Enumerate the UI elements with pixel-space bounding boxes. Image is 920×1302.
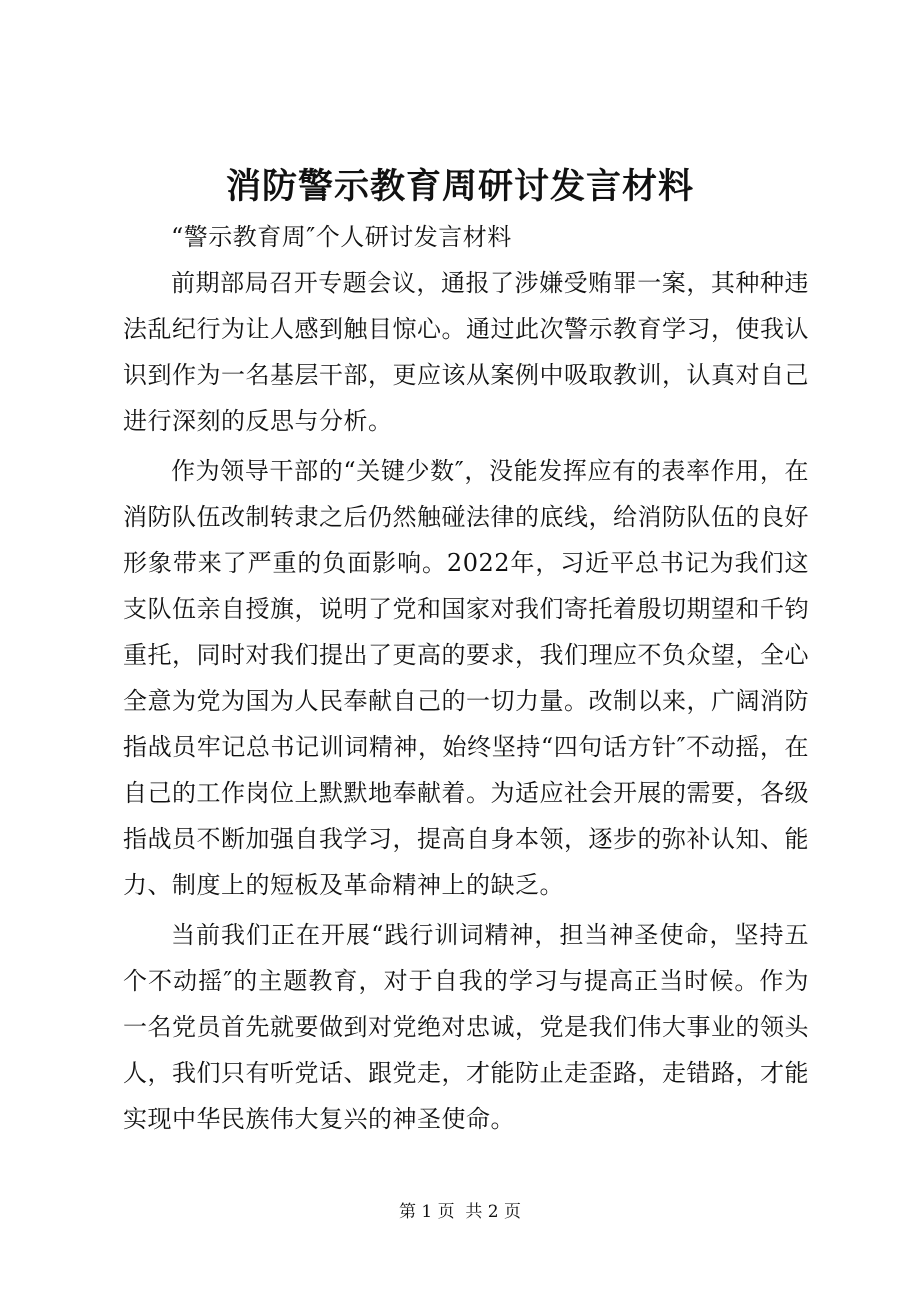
document-subtitle: “警示教育周″个人研讨发言材料 — [171, 223, 512, 251]
document-body — [123, 214, 809, 1142]
page-footer — [0, 1200, 920, 1224]
paragraph-2: 作为领导干部的“关键少数″，没能发挥应有的表率作用，在消防队伍改制转隶之后仍然触碰法律的底线，给消防队伍的良好形象带来了严重的负面影响。2022年，习近平总书记为我们这支队伍亲自授旗，说明了党和国家对我们寄托着殷切期望和千钧重托，同时对我们提出了更高的要求，我们理应不负众望，全心全意为党为国为人民奉献自己的一切力量。改制以来，广阔消防指战员牢记总书记训词精神，始终坚持“四句话方针″不动摇，在自己的工作岗位上默默地奉献着。为适应社会开展的需要，各级指战员不断加强自我学习，提高自身本领，逐步的弥补认知、能力、制度上的短板及革命精神上的缺乏。 — [123, 457, 809, 899]
document-title: 消防警示教育周研讨发言材料 — [225, 167, 694, 207]
page-number: 第 1 页 共 2 页 — [398, 1202, 522, 1222]
paragraph-3: 当前我们正在开展“践行训词精神，担当神圣使命，坚持五个不动摇″的主题教育，对于自我的学习与提高正当时候。作为一名党员首先就要做到对党绝对忠诚，党是我们伟大事业的领头人，我们只有听党话、跟党走，才能防止走歪路，走错路，才能实现中华民族伟大复兴的神圣使命。 — [123, 921, 809, 1133]
paragraph-1: 前期部局召开专题会议，通报了涉嫌受贿罪一案，其种种违法乱纪行为让人感到触目惊心。通过此次警示教育学习，使我认识到作为一名基层干部，更应该从案例中吸取教训，认真对自己进行深刻的反思与分析。 — [123, 269, 809, 435]
